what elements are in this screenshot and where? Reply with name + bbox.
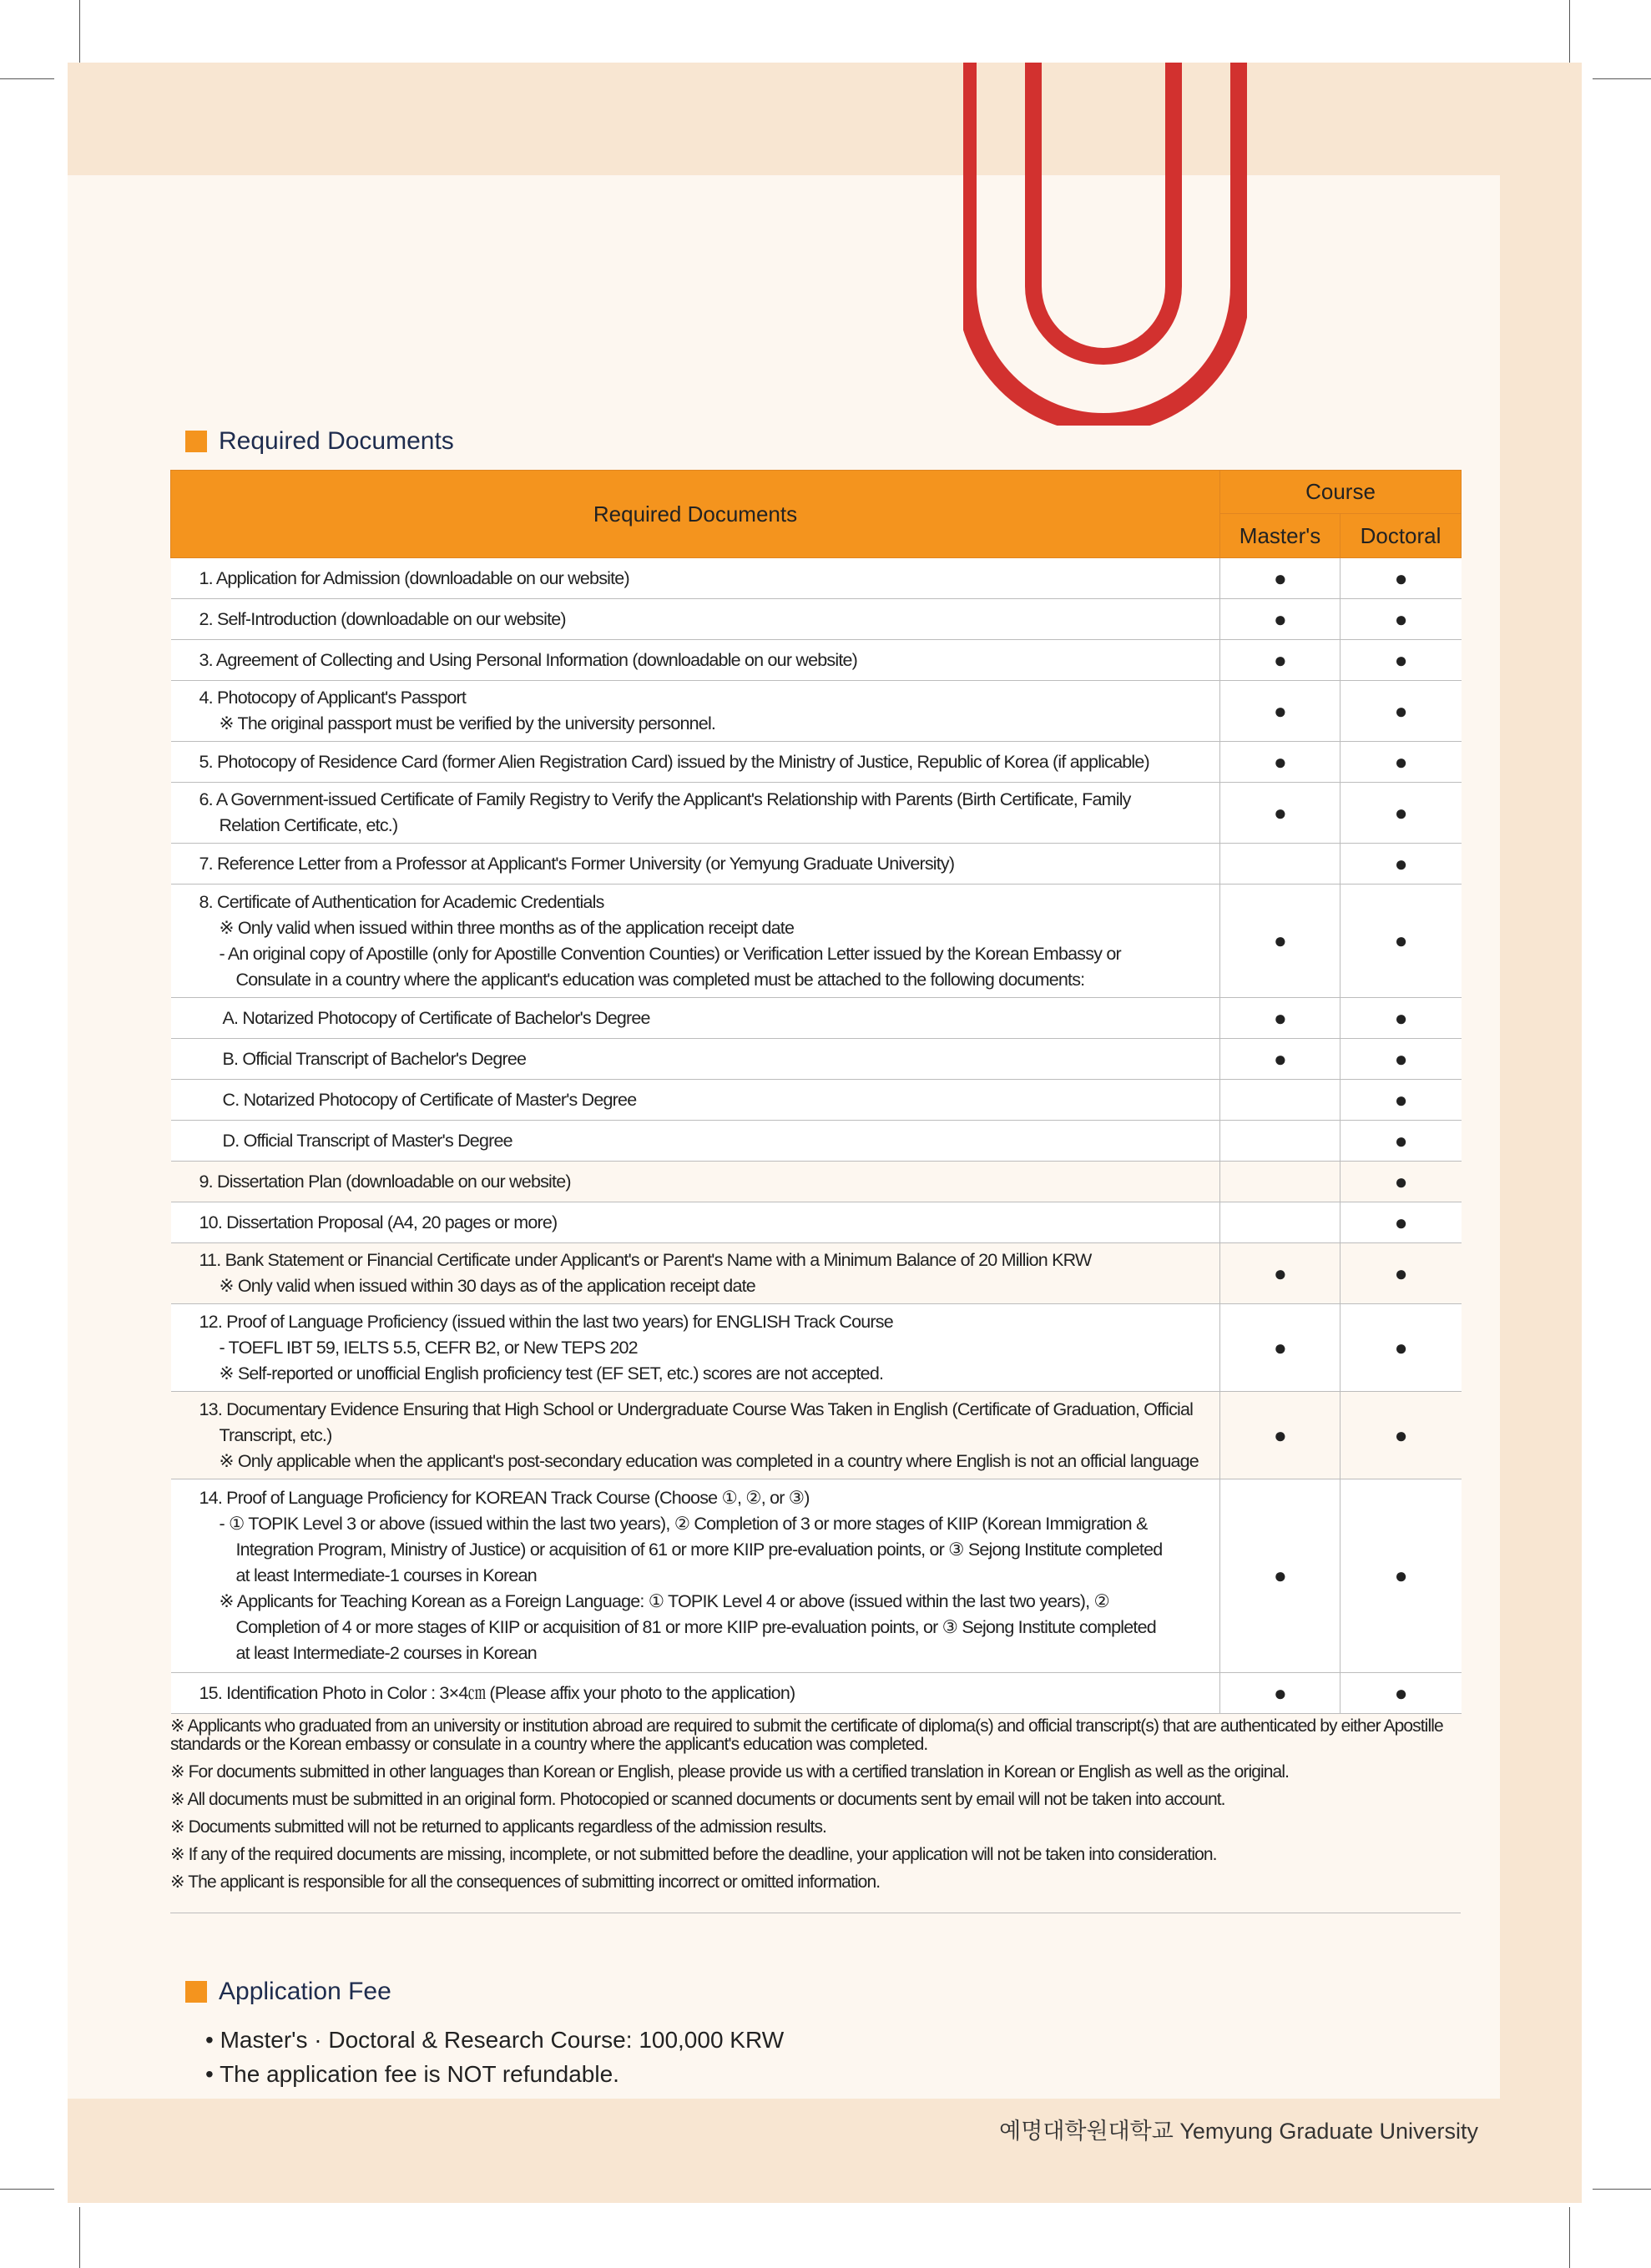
note: ※ For documents submitted in other languages than Korean or English, please provide us with a certified translation in Korean or English as well as the original.	[170, 1762, 1290, 1782]
table-row	[171, 640, 1462, 681]
crop-mark	[0, 78, 54, 79]
doc-line: Consulate in a country where the applicant's education was completed must be attached to the following documents:	[235, 969, 1085, 990]
doctoral-mark: ●	[1340, 1080, 1462, 1121]
doctoral-mark: ●	[1340, 1392, 1462, 1479]
table-row	[171, 1673, 1462, 1714]
doctoral-mark: ●	[1340, 599, 1462, 640]
header-required-documents: Required Documents	[171, 471, 1220, 558]
doc-line: 9. Dissertation Plan (downloadable on our website)	[199, 1171, 571, 1192]
footer-university-name: 예명대학원대학교 Yemyung Graduate University	[999, 2119, 1478, 2144]
note: ※ Applicants who graduated from an university or institution abroad are required to submit the certificate of diploma(s) and official transcript(s) that are authenticated by either Apostille standards or the Korean embassy or consulate in a country where the applicant's education was completed.	[170, 1716, 1443, 1754]
doc-note: ※ Applicants for Teaching Korean as a Foreign Language: ① TOPIK Level 4 or above (issued within the last two years), ②	[219, 1591, 1109, 1611]
doctoral-mark: ●	[1340, 558, 1462, 599]
doc-line: 1. Application for Admission (downloadable on our website)	[199, 567, 629, 588]
doc-line: 6. A Government-issued Certificate of Family Registry to Verify the Applicant's Relationship with Parents (Birth Certificate, Family	[199, 789, 1131, 809]
doc-note: ※ Self-reported or unofficial English proficiency test (EF SET, etc.) scores are not accepted.	[219, 1363, 884, 1383]
table-row	[171, 1121, 1462, 1162]
university-logo-icon	[963, 63, 1247, 426]
note: ※ All documents must be submitted in an original form. Photocopied or scanned documents or documents sent by email will not be taken into account.	[170, 1790, 1225, 1809]
fee-item: • Master's · Doctoral & Research Course: 100,000 KRW	[205, 2027, 785, 2053]
note: ※ Documents submitted will not be returned to applicants regardless of the admission results.	[170, 1817, 826, 1837]
doctoral-mark: ●	[1340, 681, 1462, 742]
table-row	[171, 1039, 1462, 1080]
doctoral-mark: ●	[1340, 1039, 1462, 1080]
doc-line: 4. Photocopy of Applicant's Passport	[199, 688, 467, 708]
doc-line: 5. Photocopy of Residence Card (former Alien Registration Card) issued by the Ministry of Justice, Republic of Korea (if applicable)	[199, 751, 1149, 772]
crop-mark	[79, 0, 80, 63]
masters-mark: ●	[1220, 1304, 1340, 1392]
table-row	[171, 885, 1462, 998]
doc-line: 10. Dissertation Proposal (A4, 20 pages or more)	[199, 1212, 558, 1232]
crop-mark	[1593, 78, 1651, 79]
doc-line: Relation Certificate, etc.)	[219, 815, 398, 835]
table-row	[171, 1243, 1462, 1304]
section-title: Application Fee	[219, 1978, 391, 2005]
masters-mark: ●	[1220, 783, 1340, 844]
table-row	[171, 1202, 1462, 1243]
doc-line: 11. Bank Statement or Financial Certificate under Applicant's or Parent's Name with a Minimum Balance of 20 Million KRW	[199, 1250, 1092, 1270]
doc-line: A. Notarized Photocopy of Certificate of Bachelor's Degree	[222, 1007, 650, 1028]
doc-note: at least Intermediate-2 courses in Korean	[235, 1643, 537, 1663]
doc-line: 7. Reference Letter from a Professor at Applicant's Former University (or Yemyung Graduate University)	[199, 853, 955, 874]
table-row	[171, 558, 1462, 599]
crop-mark	[1569, 0, 1570, 63]
note: ※ The applicant is responsible for all the consequences of submitting incorrect or omitted information.	[170, 1872, 881, 1892]
doctoral-mark: ●	[1340, 1162, 1462, 1202]
doctoral-mark: ●	[1340, 1479, 1462, 1673]
crop-mark	[1593, 2189, 1651, 2190]
masters-mark: ●	[1220, 1673, 1340, 1714]
table-row	[171, 742, 1462, 783]
masters-mark: ●	[1220, 558, 1340, 599]
doc-line: 14. Proof of Language Proficiency for KOREAN Track Course (Choose ①, ②, or ③)	[199, 1488, 810, 1508]
doc-line: at least Intermediate-1 courses in Korean	[235, 1565, 537, 1585]
table-row	[171, 998, 1462, 1039]
doc-line: B. Official Transcript of Bachelor's Degree	[222, 1048, 527, 1069]
doc-line: Transcript, etc.)	[219, 1424, 332, 1445]
table-row	[171, 783, 1462, 844]
doctoral-mark: ●	[1340, 1121, 1462, 1162]
doc-line: Integration Program, Ministry of Justice) or acquisition of 61 or more KIIP pre-evaluation points, or ③ Sejong Institute completed	[235, 1540, 1163, 1560]
doctoral-mark: ●	[1340, 844, 1462, 885]
doc-note: ※ The original passport must be verified by the university personnel.	[219, 713, 716, 733]
header-course: Course	[1220, 471, 1462, 514]
fee-list	[205, 2023, 784, 2091]
masters-mark: ●	[1220, 885, 1340, 998]
note: ※ If any of the required documents are missing, incomplete, or not submitted before the deadline, your application will not be taken into consideration.	[170, 1845, 1217, 1864]
masters-mark: ●	[1220, 599, 1340, 640]
doc-line: 13. Documentary Evidence Ensuring that High School or Undergraduate Course Was Taken in English (Certificate of Graduation, Official	[199, 1399, 1194, 1419]
doc-note: Completion of 4 or more stages of KIIP or acquisition of 81 or more KIIP pre-evaluation points, or ③ Sejong Institute completed	[235, 1617, 1156, 1637]
orange-square-icon	[185, 1981, 207, 2003]
doctoral-mark: ●	[1340, 1304, 1462, 1392]
doctoral-mark: ●	[1340, 1243, 1462, 1304]
masters-mark: ●	[1220, 640, 1340, 681]
table-row	[171, 599, 1462, 640]
required-documents-table	[170, 470, 1462, 1714]
doc-line: 3. Agreement of Collecting and Using Personal Information (downloadable on our website)	[199, 649, 858, 670]
table-row	[171, 681, 1462, 742]
table-row	[171, 1304, 1462, 1392]
masters-mark: ●	[1220, 1243, 1340, 1304]
crop-mark	[79, 2207, 80, 2268]
masters-mark: ●	[1220, 742, 1340, 783]
masters-mark: ●	[1220, 1392, 1340, 1479]
header-masters: Master's	[1220, 514, 1340, 558]
table-row	[171, 1162, 1462, 1202]
doctoral-mark: ●	[1340, 640, 1462, 681]
doctoral-mark: ●	[1340, 1673, 1462, 1714]
doc-line: 8. Certificate of Authentication for Academic Credentials	[199, 891, 604, 912]
doc-line: - An original copy of Apostille (only for Apostille Convention Counties) or Verification Letter issued by the Korean Embassy or	[219, 943, 1121, 964]
doc-line: 12. Proof of Language Proficiency (issued within the last two years) for ENGLISH Track Course	[199, 1311, 893, 1332]
doctoral-mark: ●	[1340, 742, 1462, 783]
section-heading-required	[185, 427, 454, 456]
doc-line: D. Official Transcript of Master's Degree	[222, 1130, 512, 1151]
table-row	[171, 1080, 1462, 1121]
notes-block	[170, 1717, 1461, 1913]
doc-line: C. Notarized Photocopy of Certificate of Master's Degree	[222, 1089, 637, 1110]
table-row	[171, 1392, 1462, 1479]
doc-note: ※ Only valid when issued within three months as of the application receipt date	[219, 917, 795, 938]
table-row	[171, 844, 1462, 885]
doc-note: ※ Only applicable when the applicant's post-secondary education was completed in a country where English is not an official language	[219, 1450, 1199, 1471]
crop-mark	[0, 2189, 54, 2190]
doc-line: - ① TOPIK Level 3 or above (issued within the last two years), ② Completion of 3 or more stages of KIIP (Korean Immigration &	[219, 1514, 1148, 1534]
masters-mark: ●	[1220, 1039, 1340, 1080]
crop-mark	[1569, 2207, 1570, 2268]
doc-line: 15. Identification Photo in Color : 3×4㎝ (Please affix your photo to the application)	[199, 1682, 795, 1703]
masters-mark: ●	[1220, 1479, 1340, 1673]
header-doctoral: Doctoral	[1340, 514, 1462, 558]
section-heading-fee	[185, 1978, 391, 2006]
masters-mark: ●	[1220, 998, 1340, 1039]
doc-line: - TOEFL IBT 59, IELTS 5.5, CEFR B2, or New TEPS 202	[219, 1337, 638, 1358]
doctoral-mark: ●	[1340, 1202, 1462, 1243]
orange-square-icon	[185, 431, 207, 452]
doctoral-mark: ●	[1340, 783, 1462, 844]
doc-note: ※ Only valid when issued within 30 days as of the application receipt date	[219, 1276, 755, 1296]
fee-item: • The application fee is NOT refundable.	[205, 2061, 619, 2087]
masters-mark: ●	[1220, 681, 1340, 742]
doctoral-mark: ●	[1340, 885, 1462, 998]
doctoral-mark: ●	[1340, 998, 1462, 1039]
section-title: Required Documents	[219, 427, 454, 455]
table-row	[171, 1479, 1462, 1673]
doc-line: 2. Self-Introduction (downloadable on our website)	[199, 608, 566, 629]
